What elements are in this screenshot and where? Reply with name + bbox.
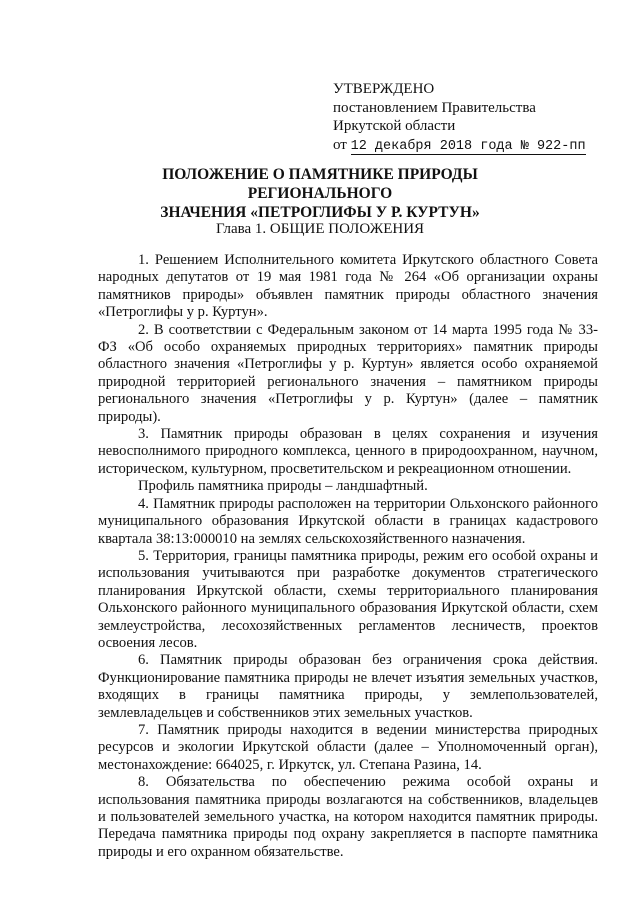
approval-stamp bbox=[333, 80, 623, 156]
approval-date-value: 12 декабря 2018 года № 922-пп bbox=[350, 138, 586, 154]
paragraph-1: 1. Решением Исполнительного комитета Иркутского областного Совета народных депутатов от 19 мая 1981 года № 264 «Об организации охраны памятников природы» объявлен памятник природы областного значения «Петроглифы у р. Куртун». bbox=[98, 252, 598, 321]
approval-line-2: Иркутской области bbox=[333, 118, 456, 134]
paragraph-4: 4. Памятник природы расположен на территории Ольхонского районного муниципального образования Иркутской области в границах кадастрового квартала 38:13:000010 на землях сельскохозяйственного назначения. bbox=[98, 495, 598, 547]
paragraph-profile: Профиль памятника природы – ландшафтный. bbox=[138, 478, 428, 495]
paragraph-5: 5. Территория, границы памятника природы, режим его особой охраны и использования учитываются при разработке документов стратегического планирования Иркутской области, схемы территориального планирования Ольхонского районного муниципального образования Иркутской области, схем землеустройства, лесохозяйственных регламентов лесничеств, проектов освоения лесов. bbox=[98, 547, 598, 651]
paragraph-3: 3. Памятник природы образован в целях сохранения и изучения невосполнимого природного комплекса, ценного в природоохранном, научном, историческом, культурном, просветительском и рекреационном отношении. bbox=[98, 426, 598, 477]
paragraph-6: 6. Памятник природы образован без ограничения срока действия. Функционирование памятника природы не влечет изъятия земельных участков, входящих в границы памятника природы, у землепользователей, землевладельцев и собственников этих земельных участков. bbox=[98, 652, 598, 721]
title-line-1: ПОЛОЖЕНИЕ О ПАМЯТНИКЕ ПРИРОДЫ РЕГИОНАЛЬНОГО bbox=[162, 166, 478, 202]
approval-date-prefix: от bbox=[333, 136, 347, 153]
document-title bbox=[90, 165, 550, 222]
document-body bbox=[98, 252, 598, 861]
paragraph-8: 8. Обязательства по обеспечению режима особой охраны и использования памятника природы возлагаются на собственников, владельцев и пользователей земельного участка, на котором находится памятник природы. Передача памятника природы под охрану закрепляется в паспорте памятника природы и его охранном обязательстве. bbox=[98, 774, 598, 860]
approval-heading: УТВЕРЖДЕНО bbox=[333, 81, 435, 97]
paragraph-2: 2. В соответствии с Федеральным законом от 14 марта 1995 года № 33-ФЗ «Об особо охраняемых природных территориях» памятник природы областного значения «Петроглифы у р. Куртун» является особо охраняемой природной территорией регионального значения – памятником природы регионального значения «Петроглифы у р. Куртун» (далее – памятник природы). bbox=[98, 321, 598, 425]
title-line-2: ЗНАЧЕНИЯ «ПЕТРОГЛИФЫ У Р. КУРТУН» bbox=[160, 204, 480, 221]
paragraph-7: 7. Памятник природы находится в ведении министерства природных ресурсов и экологии Иркутской области (далее – Уполномоченный орган), местонахождение: 664025, г. Иркутск, ул. Степана Разина, 14. bbox=[98, 721, 598, 773]
approval-date-row bbox=[333, 136, 623, 157]
approval-line-1: постановлением Правительства bbox=[333, 99, 536, 116]
chapter-heading: Глава 1. ОБЩИЕ ПОЛОЖЕНИЯ bbox=[215, 221, 425, 237]
